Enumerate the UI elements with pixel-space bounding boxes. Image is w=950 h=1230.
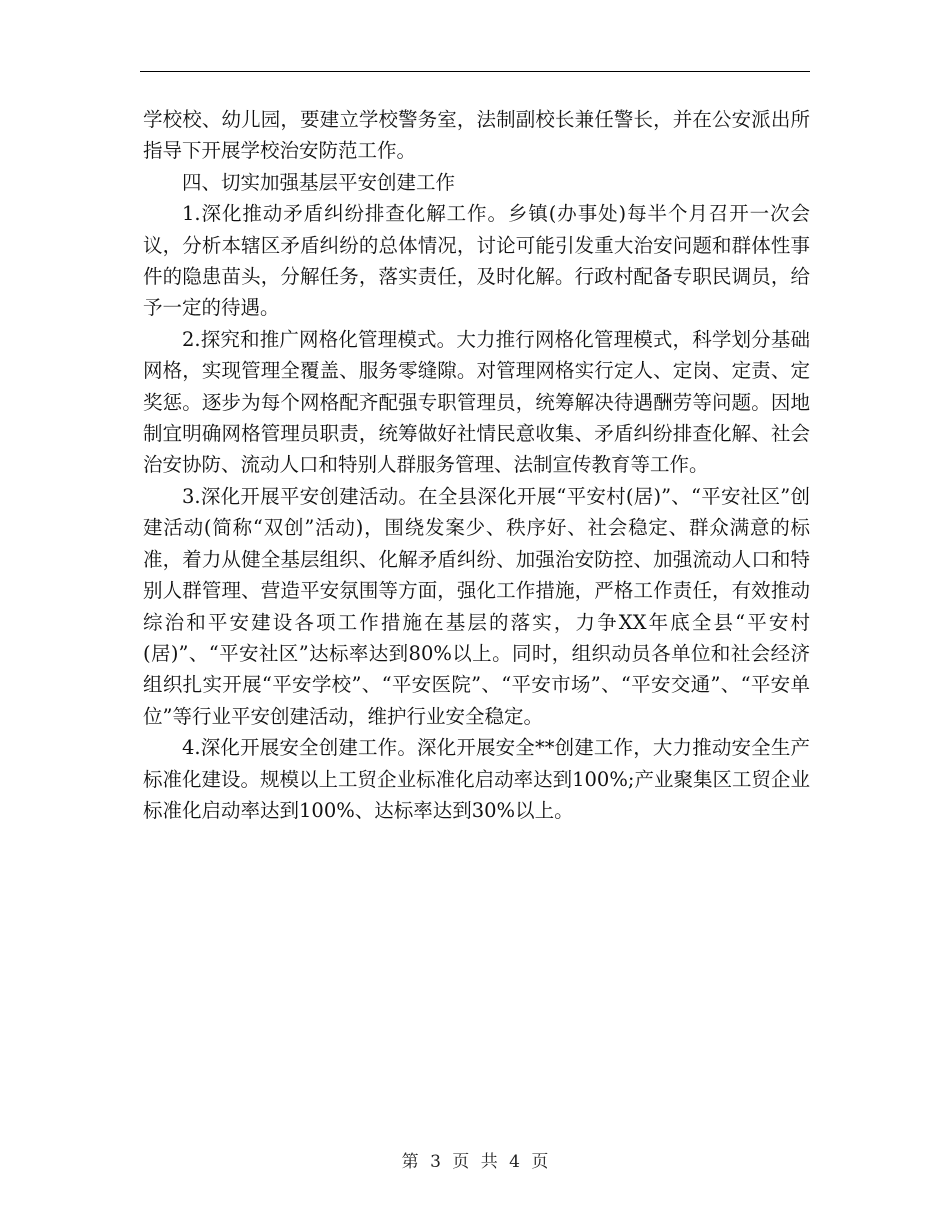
paragraph-item-4: 4.深化开展安全创建工作。深化开展安全**创建工作，大力推动安全生产标准化建设。规模以上工贸企业标准化启动率达到100%;产业聚集区工贸企业标准化启动率达到100%、达标率达到30%以上。 — [143, 736, 810, 822]
paragraph-item-1: 1.深化推动矛盾纠纷排查化解工作。乡镇(办事处)每半个月召开一次会议，分析本辖区矛盾纠纷的总体情况，讨论可能引发重大治安问题和群体性事件的隐患苗头，分解任务，落实责任，及时化解。行政村配备专职民调员，给予一定的待遇。 — [143, 202, 810, 320]
header-rule — [140, 71, 810, 72]
paragraph-item-2: 2.探究和推广网格化管理模式。大力推行网格化管理模式，科学划分基础网格，实现管理全覆盖、服务零缝隙。对管理网格实行定人、定岗、定责、定奖惩。逐步为每个网格配齐配强专职管理员，统筹解决待遇酬劳等问题。因地制宜明确网格管理员职责，统筹做好社情民意收集、矛盾纠纷排查化解、社会治安协防、流动人口和特别人群服务管理、法制宣传教育等工作。 — [143, 327, 810, 477]
paragraph-continued: 学校校、幼儿园，要建立学校警务室，法制副校长兼任警长，并在公安派出所指导下开展学校治安防范工作。 — [143, 108, 810, 163]
document-body — [143, 104, 810, 826]
page-number-footer: 第 3 页 共 4 页 — [401, 1152, 549, 1172]
section-heading: 四、切实加强基层平安创建工作 — [182, 170, 456, 194]
paragraph-item-3: 3.深化开展平安创建活动。在全县深化开展“平安村(居)”、“平安社区”创建活动(简称“双创”活动)，围绕发案少、秩序好、社会稳定、群众满意的标准，着力从健全基层组织、化解矛盾纠纷、加强治安防控、加强流动人口和特别人群管理、营造平安氛围等方面，强化工作措施，严格工作责任，有效推动综治和平安建设各项工作措施在基层的落实，力争XX年底全县“平安村(居)”、“平安社区”达标率达到80%以上。同时，组织动员各单位和社会经济组织扎实开展“平安学校”、“平安医院”、“平安市场”、“平安交通”、“平安单位”等行业平安创建活动，维护行业安全稳定。 — [143, 484, 810, 728]
